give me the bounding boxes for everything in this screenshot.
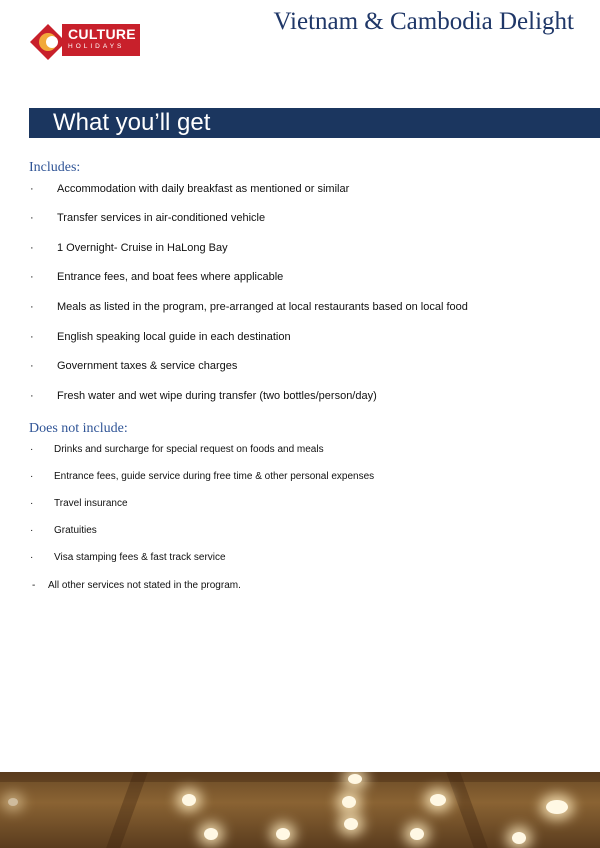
ceiling-light [344, 818, 358, 830]
ceiling-beam [0, 772, 600, 782]
ceiling-light [342, 796, 356, 808]
ceiling-beam [446, 772, 488, 848]
excludes-heading: Does not include: [29, 421, 128, 436]
footer-photo [0, 772, 600, 848]
ceiling-light [8, 798, 18, 806]
ceiling-light [348, 774, 362, 784]
bullet: · [30, 552, 34, 563]
banner-title: What you’ll get [53, 109, 211, 136]
document-title: Vietnam & Cambodia Delight [273, 8, 574, 35]
ceiling-light [204, 828, 218, 840]
bullet: · [30, 212, 34, 224]
includes-heading: Includes: [29, 160, 81, 175]
ceiling-light [546, 800, 568, 814]
ceiling-light [276, 828, 290, 840]
company-logo [28, 20, 144, 64]
bullet: · [30, 301, 34, 313]
bullet: · [30, 183, 34, 195]
section-banner [29, 108, 600, 138]
logo-sub-text: HOLIDAYS [68, 43, 125, 50]
logo-main-text: CULTURE [68, 26, 136, 42]
bullet: · [30, 360, 34, 372]
bullet: · [30, 331, 34, 343]
bullet: · [30, 444, 34, 455]
logo-wordmark [62, 24, 140, 56]
bullet: · [30, 242, 34, 254]
ceiling-light [512, 832, 526, 844]
bullet: · [30, 390, 34, 402]
ceiling-light [182, 794, 196, 806]
bullet: · [30, 271, 34, 283]
bullet: · [30, 498, 34, 509]
bullet: · [30, 471, 34, 482]
ceiling-beam [106, 772, 148, 848]
ceiling-light [430, 794, 446, 806]
dash-bullet: - [32, 580, 36, 591]
ceiling-light [410, 828, 424, 840]
bullet: · [30, 525, 34, 536]
